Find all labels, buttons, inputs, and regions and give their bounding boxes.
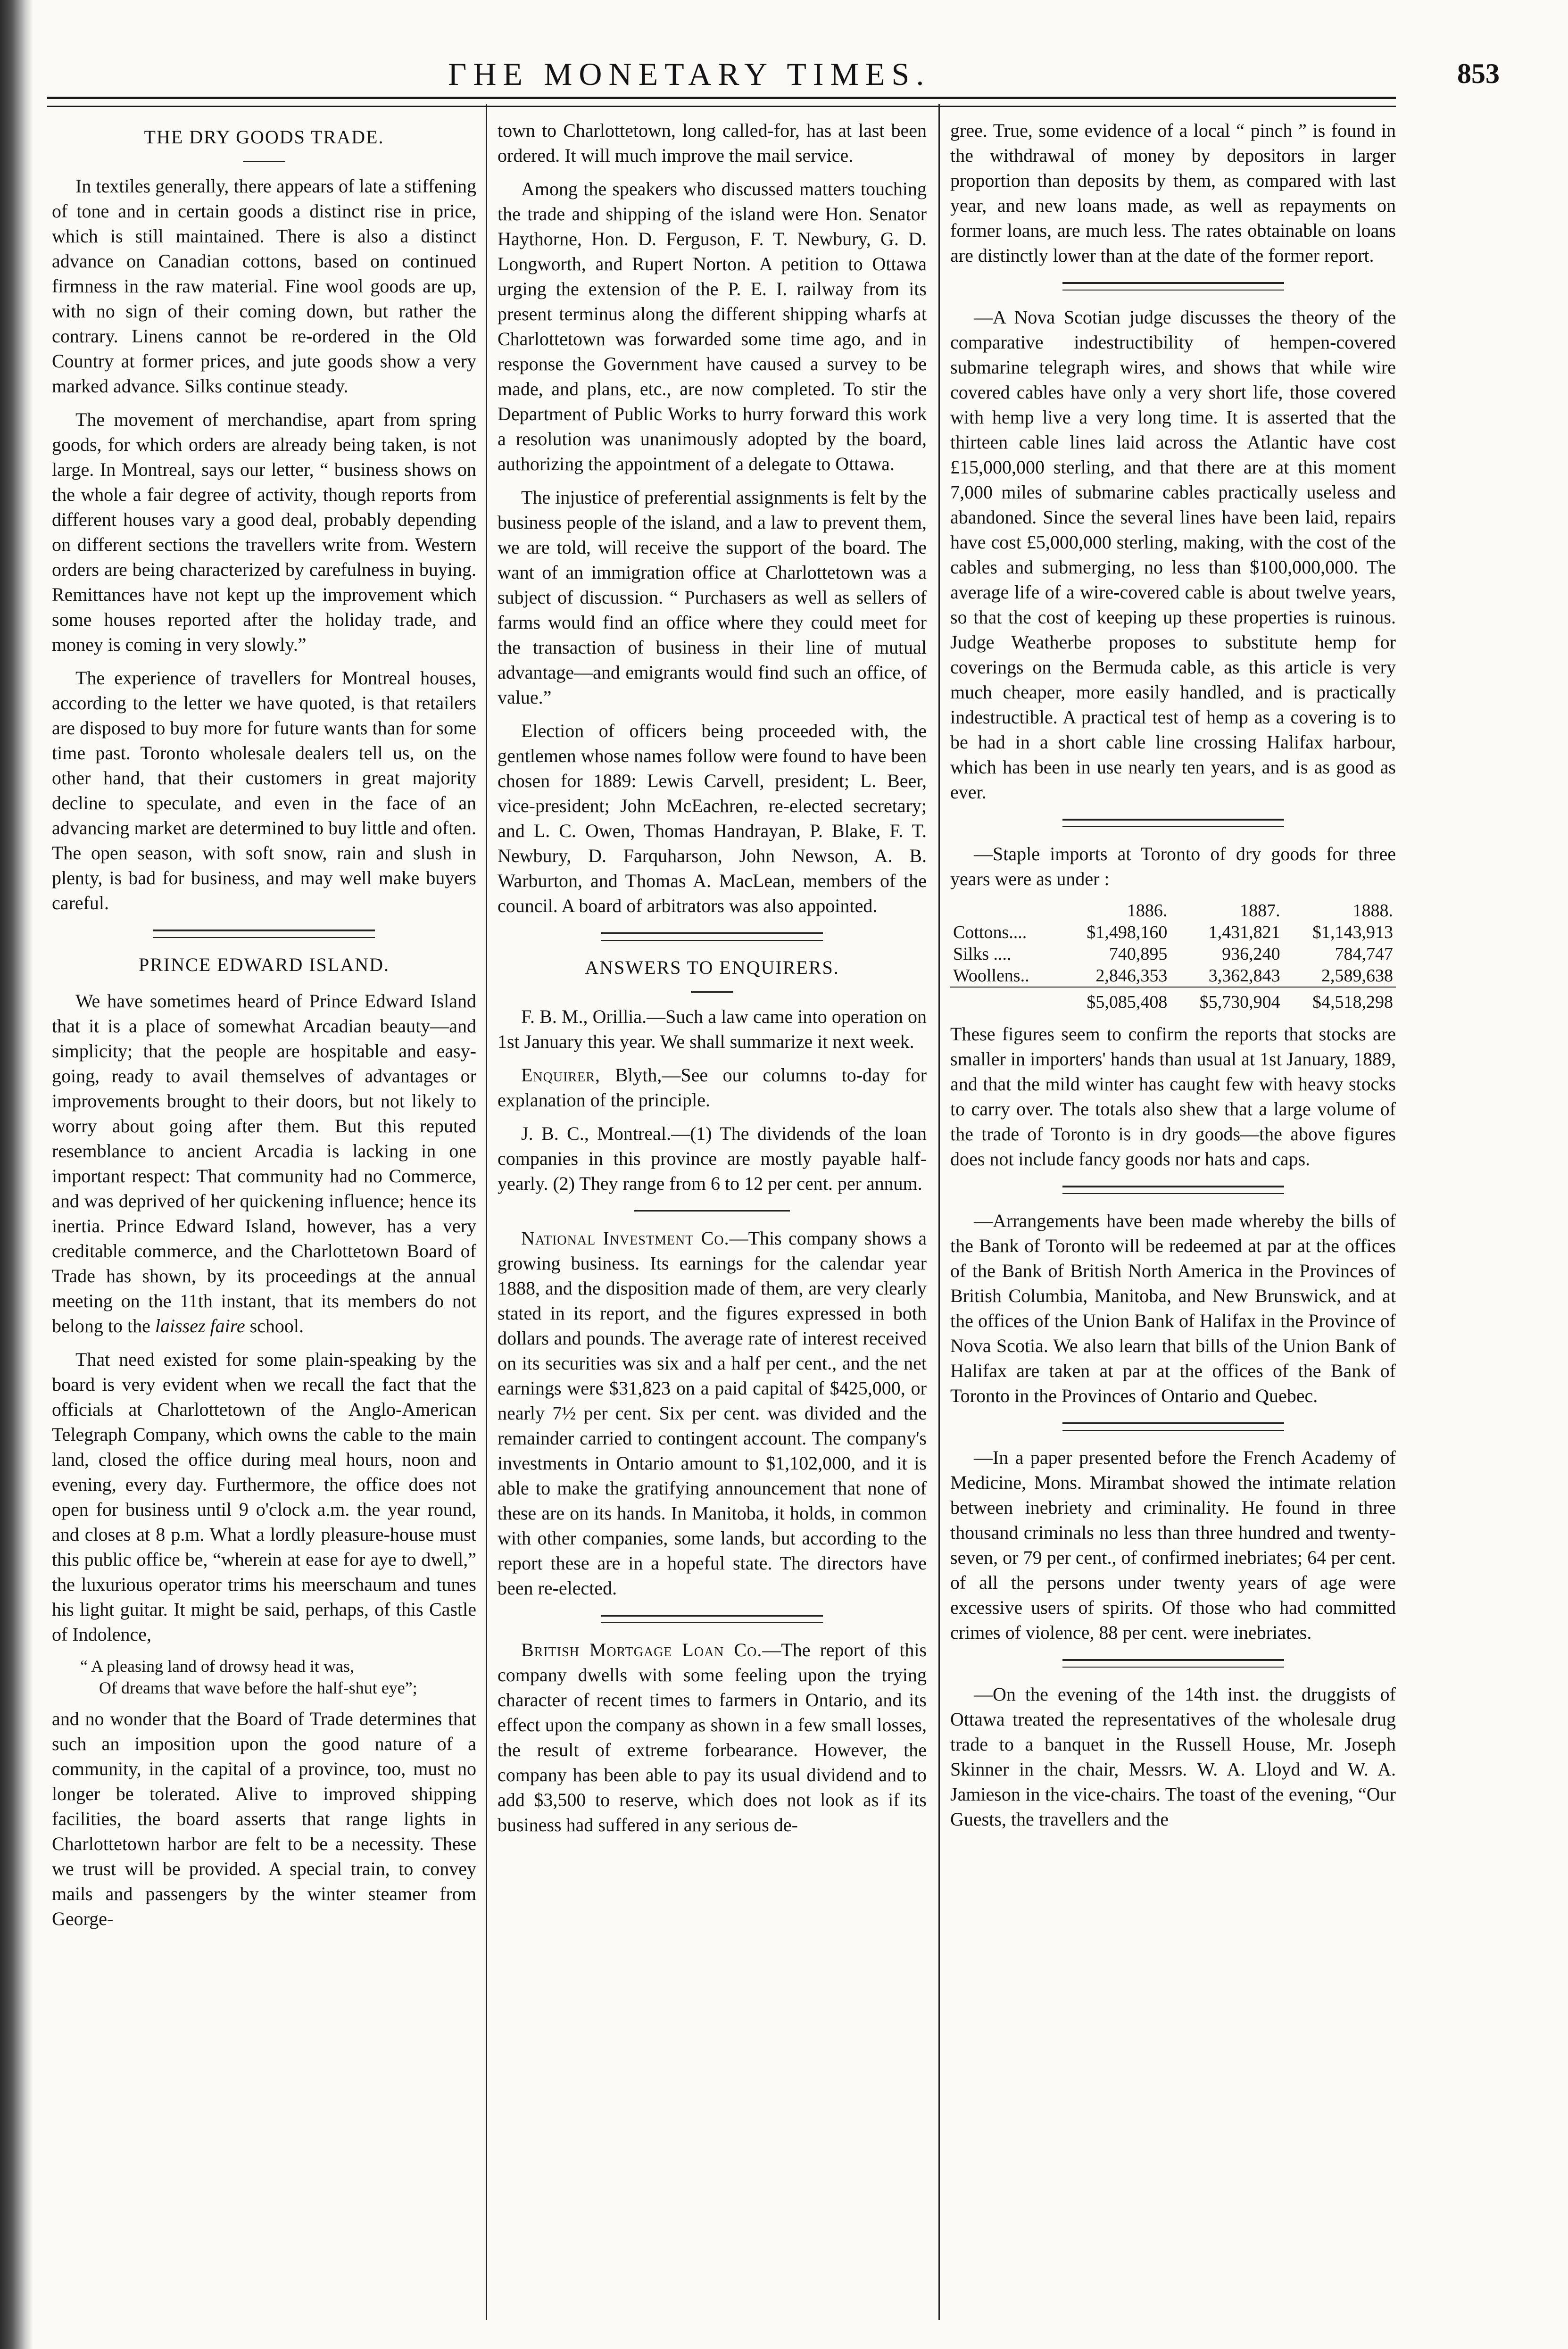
paragraph	[52, 988, 476, 1338]
section-divider	[601, 1615, 823, 1623]
table-header-cell: 1887.	[1240, 901, 1280, 921]
paragraph	[498, 1637, 927, 1837]
column-2	[498, 118, 927, 2325]
text-run: Blyth,—See our columns to-day for explanation of the principle.	[498, 1064, 927, 1111]
imports-table	[950, 900, 1396, 1013]
paragraph: —A Nova Scotian judge discusses the theory of the comparative indestructibility of hempen-covered submarine telegraph wires, and shows that while wire covered cables have only a very short life, those covered with hemp live a very long time. It is asserted that the thirteen cable lines laid across the Atlantic have cost £15,000,000 sterling, and that there are at this moment 7,000 miles of submarine cables practically useless and abandoned. Since the several lines have been laid, repairs have cost £5,000,000 sterling, making, with the cost of the cables and submerging, no less than $100,000,000. The average life of a wire-covered cable is about twelve years, so that the cost of keeping up these properties is ruinous. Judge Weatherbe proposes to substitute hemp for coverings on the Bermuda cable, as this article is very much cheaper, more easily handled, and is practically indestructible. A practical test of hemp as a covering is to be had in a short cable line crossing Halifax harbour, which has been in use nearly ten years, and is as good as ever.	[950, 307, 1396, 803]
paragraph: The movement of merchandise, apart from spring goods, for which orders are already being taken, is not large. In Montreal, says our letter, “ business shows on the whole a fair degree of activity, though reports from different houses vary a good deal, probably depending on different sections the travellers write from. Western orders are being characterized by carefulness in buying. Remittances have not kept up the improvement which some houses reported after the holiday trade, and money is coming in very slowly.”	[52, 409, 476, 655]
enquirer-label: Enquirer,	[521, 1064, 600, 1086]
section-divider	[1062, 282, 1284, 291]
paragraph: Election of officers being proceeded with, the gentlemen whose names follow were found to have been chosen for 1889: Lewis Carvell, president; L. Beer, vice-president; John McEachren, re-elected secretary; and L. C. Owen, Thomas Handrayan, P. Blake, F. T. Newbury, D. Farquharson, John Newson, A. B. Warburton, and Thomas A. MacLean, members of the council. A board of arbitrators was also appointed.	[498, 720, 927, 916]
paragraph: Among the speakers who discussed matters touching the trade and shipping of the island were Hon. Senator Haythorne, Hon. D. Ferguson, F. T. Newbury, G. D. Longworth, and Rupert Norton. A petition to Ottawa urging the extension of the P. E. I. railway from its present terminus along the different shipping wharfs at Charlottetown was forwarded some time ago, and in response the Government have caused a survey to be made, and plans, etc., are now completed. To stir the Department of Public Works to hurry forward this work a resolution was unanimously adopted by the board, authorizing the appointment of a delegate to Ottawa.	[498, 178, 927, 474]
row-label: Woollens..	[953, 966, 1029, 986]
table-cell	[950, 987, 1057, 1013]
publication-title: ΓHE MONETARY TIMES.	[448, 56, 931, 92]
totals-row	[950, 987, 1396, 1013]
paragraph: —In a paper presented before the French Academy of Medicine, Mons. Mirambat showed the intimate relation between inebriety and criminality. He found in three thousand criminals no less than three hundred and twenty-seven, or 79 per cent., of confirmed inebriates; 64 per cent. of all the persons under twenty years of age were excessive users of spirits. Of those who had committed crimes of violence, 88 per cent. were inebriates.	[950, 1447, 1396, 1643]
table-cell: $5,085,408	[1057, 987, 1170, 1013]
table-cell: $5,730,904	[1170, 987, 1283, 1013]
paragraph	[498, 1226, 927, 1601]
paragraph: F. B. M., Orillia.—Such a law came into operation on 1st January this year. We shall summarize it next week.	[498, 1006, 927, 1052]
section-divider	[1062, 1659, 1284, 1668]
text-run: —This company shows a growing business. Its earnings for the calendar year 1888, and the disposition made of them, are very clearly stated in its report, and the figures expressed in both dollars and pounds. The average rate of interest received on its securities was six and a half per cent., and the net earnings were $31,823 on a paid capital of $425,000, or nearly 7½ per cent. Six per cent. was divided and the remainder carried to contingent account. The company's investments in Ontario amount to $1,102,000, and it is able to make the gratifying announcement that none of these are on its hands. In Manitoba, it holds, in common with other companies, some lands, but according to the report these are in a hopeful state. The directors have been re-elected.	[498, 1228, 927, 1599]
table-row	[950, 965, 1396, 987]
row-label: Cottons....	[953, 922, 1027, 942]
column-1	[52, 118, 476, 2325]
masthead	[47, 47, 1500, 104]
column-separator	[486, 104, 487, 2320]
section-divider	[153, 930, 375, 938]
table-cell: 1,431,821	[1208, 922, 1280, 942]
row-label: Silks ....	[953, 944, 1012, 964]
table-cell: $4,518,298	[1283, 987, 1396, 1013]
paragraph: gree. True, some evidence of a local “ pinch ” is found in the withdrawal of money by depositors in larger proportion than deposits by them, as compared with last year, and new loans made, as well as repayments on former loans, are much less. The rates obtainable on loans are distinctly lower than at the date of the former report.	[950, 120, 1396, 266]
paragraph: These figures seem to confirm the reports that stocks are smaller in importers' hands than usual at 1st January, 1889, and that the mild winter has caught few with heavy stocks to carry over. The totals also shew that a large volume of the trade of Toronto is in dry goods—the above figures does not include fancy goods nor hats and caps.	[950, 1023, 1396, 1170]
paragraph: and no wonder that the Board of Trade determines that such an imposition upon the good nature of a community, in the capital of a province, too, must no longer be tolerated. Alive to improved shipping facilities, the board asserts that range lights in Charlottetown harbor are felt to be a necessity. These we trust will be provided. A special train, to convey mails and passengers by the winter steamer from George-	[52, 1708, 476, 1929]
page-number: 853	[1457, 58, 1500, 89]
column-3	[950, 118, 1396, 2325]
divider	[243, 161, 285, 162]
section-divider	[1062, 1422, 1284, 1431]
table-cell: 784,747	[1335, 944, 1393, 964]
table-cell: 2,589,638	[1321, 966, 1393, 986]
table-header-cell: 1886.	[1127, 901, 1168, 921]
paragraph: The experience of travellers for Montreal houses, according to the letter we have quoted, is that retailers are disposed to buy more for future wants than for some time past. Toronto wholesale dealers tell us, on the other hand, that their customers in great majority decline to speculate, and even in the face of an advancing market are determined to buy little and often. The open season, with soft snow, rain and slush in plenty, is bad for business, and may well make buyers careful.	[52, 667, 476, 913]
divider	[634, 1210, 790, 1212]
section-divider	[1062, 1186, 1284, 1194]
table-cell: 936,240	[1222, 944, 1280, 964]
company-label: National Investment Co.	[521, 1228, 730, 1249]
binding-gutter	[0, 0, 33, 2349]
table-row	[950, 921, 1396, 943]
text-run: —The report of this company dwells with some feeling upon the trying character of recent times to farmers in Ontario, and its effect upon the company as shown in a few small losses, the result of extreme forbearance. However, the company has been able to pay its usual dividend and to add $3,500 to reserve, which does not look as if its business had suffered in any serious de-	[498, 1639, 927, 1835]
verse-quote	[52, 1655, 476, 1699]
table-header-cell: 1888.	[1352, 901, 1393, 921]
text-run: school.	[249, 1315, 304, 1336]
table-header-row	[950, 900, 1396, 921]
table-cell: 2,846,353	[1095, 966, 1168, 986]
masthead-rule	[47, 97, 1396, 107]
section-divider	[601, 932, 823, 941]
paragraph: J. B. C., Montreal.—(1) The dividends of the loan companies in this province are mostly payable half-yearly. (2) They range from 6 to 12 per cent. per annum.	[498, 1123, 927, 1194]
paragraph: town to Charlottetown, long called-for, has at last been ordered. It will much improve the mail service.	[498, 120, 927, 166]
section-divider	[1062, 819, 1284, 827]
paragraph: —Staple imports at Toronto of dry goods for three years were as under :	[950, 843, 1396, 889]
heading-dry-goods: THE DRY GOODS TRADE.	[144, 126, 384, 148]
company-label: British Mortgage Loan Co.	[521, 1639, 763, 1660]
table-cell: $1,498,160	[1087, 922, 1168, 942]
table-row	[950, 943, 1396, 965]
paragraph: The injustice of preferential assignments is felt by the business people of the island, and a law to prevent them, we are told, will receive the support of the board. The want of an immigration office at Charlottetown was a subject of discussion. “ Purchasers as well as sellers of farms would find an office where they could meet for the transaction of business in their line of mutual advantage—and emigrants would find such an office, of value.”	[498, 487, 927, 708]
paragraph: That need existed for some plain-speaking by the board is very evident when we recall the fact that the officials at Charlottetown of the Anglo-American Telegraph Company, which owns the cable to the main land, closed the office during meal hours, noon and evening, every day. Furthermore, the office does not open for business until 9 o'clock a.m. the year round, and closes at 8 p.m. What a lordly pleasure-house must this public office be, “wherein at ease for aye to dwell,” the luxurious operator trims his meerschaum and tunes his light guitar. It might be said, perhaps, of this Castle of Indolence,	[52, 1349, 476, 1645]
italic-phrase: laissez faire	[155, 1315, 245, 1336]
text-run: We have sometimes heard of Prince Edward Island that it is a place of somewhat Arcadian beauty—and simplicity; that the people are hospitable and easy-going, ready to avail themselves of advantages or improvements brought to their doors, but not likely to worry about going after them. But this reputed resemblance to ancient Arcadia is lacking in one important respect: That community had no Commerce, and was deprived of her quickening influence; hence its inertia. Prince Edward Island, however, has a very creditable commerce, and the Charlottetown Board of Trade has shown, by its proceedings at the annual meeting on the 11th instant, that its members do not belong to the	[52, 990, 476, 1336]
paragraph: In textiles generally, there appears of late a stiffening of tone and in certain goods a distinct rise in price, which is still maintained. There is also a distinct advance on Canadian cottons, based on continued firmness in the raw material. Fine wool goods are up, with no sign of their coming down, but rather the contrary. Linens cannot be re-ordered in the Old Country at former prices, and jute goods show a very marked advance. Silks continue steady.	[52, 175, 476, 397]
table-cell: $1,143,913	[1312, 922, 1393, 942]
paragraph: —Arrangements have been made whereby the bills of the Bank of Toronto will be redeemed at par at the offices of the Bank of British North America in the Provinces of British Columbia, Manitoba, and New Brunswick, and at the offices of the Union Bank of Halifax in the Province of Nova Scotia. We also learn that bills of the Union Bank of Halifax are taken at par at the offices of the Bank of Toronto in the Provinces of Ontario and Quebec.	[950, 1210, 1396, 1406]
paragraph: —On the evening of the 14th inst. the druggists of Ottawa treated the representatives of the wholesale drug trade to a banquet in the Russell House, Mr. Joseph Skinner in the chair, Messrs. W. A. Lloyd and W. A. Jamieson in the vice-chairs. The toast of the evening, “Our Guests, the travellers and the	[950, 1684, 1396, 1830]
paragraph	[498, 1062, 927, 1112]
table-cell: 3,362,843	[1208, 966, 1280, 986]
heading-pei: PRINCE EDWARD ISLAND.	[139, 954, 390, 975]
heading-answers: ANSWERS TO ENQUIRERS.	[585, 957, 839, 978]
verse-line: “ A pleasing land of drowsy head it was,	[80, 1657, 354, 1676]
verse-line: Of dreams that wave before the half-shut eye”;	[99, 1678, 417, 1697]
divider	[691, 991, 733, 993]
column-separator	[938, 104, 940, 2320]
table-header-cell	[950, 900, 1057, 921]
table-cell: 740,895	[1109, 944, 1168, 964]
